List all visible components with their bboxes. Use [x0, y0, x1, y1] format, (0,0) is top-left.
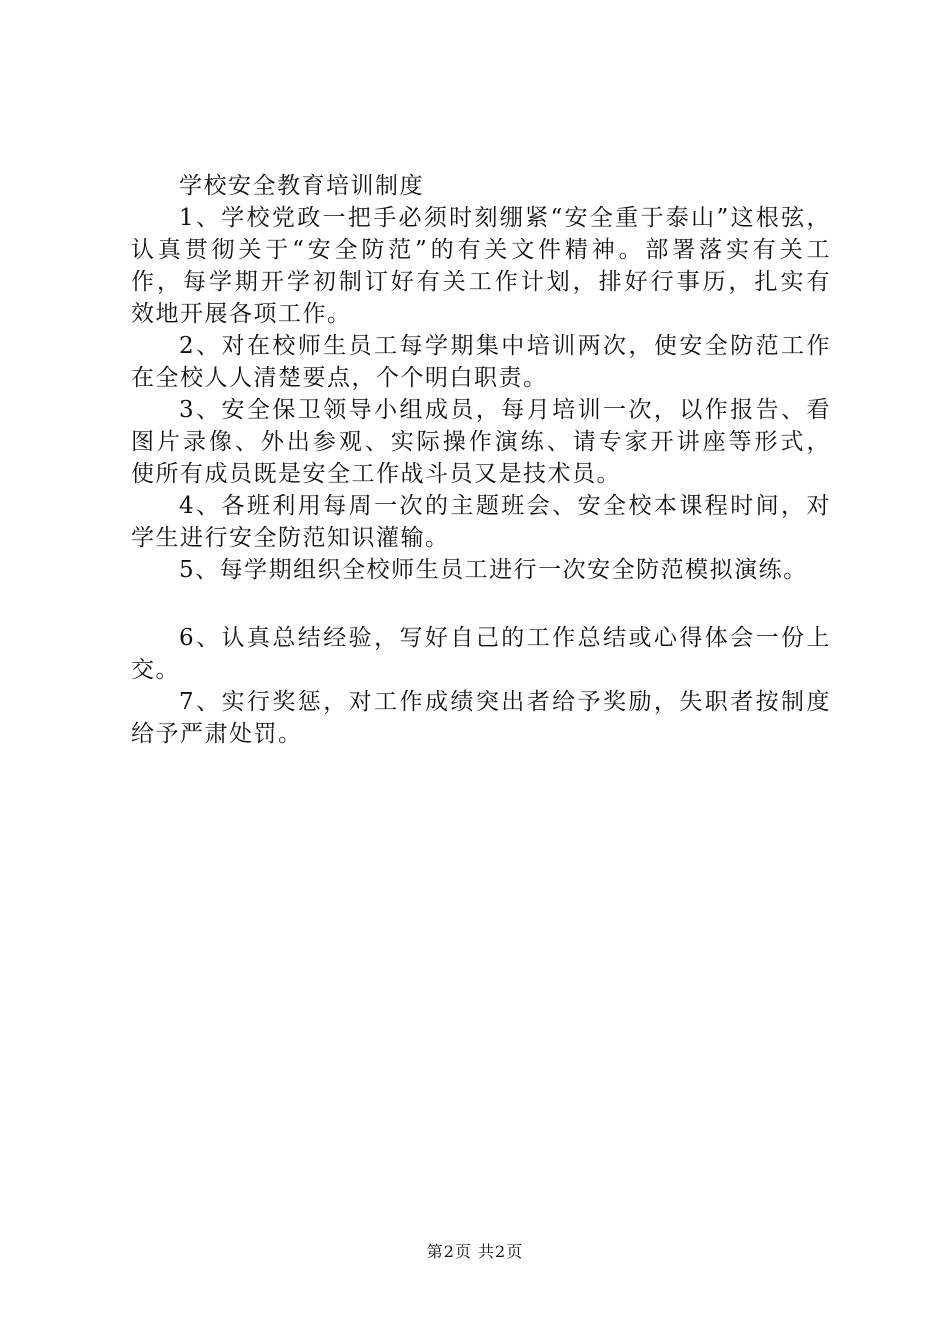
paragraph-2 — [131, 330, 831, 394]
paragraph-line: 给予严肃处罚。 — [131, 721, 303, 747]
paragraph-line: 在全校人人清楚要点，个个明白职责。 — [131, 365, 548, 391]
page-footer: 第2页 共2页 — [426, 1242, 524, 1261]
paragraph-5 — [131, 554, 831, 586]
paragraph-line: 3、安全保卫领导小组成员，每月培训一次，以作报告、看 — [179, 397, 831, 423]
paragraph-line: 学生进行安全防范知识灌输。 — [131, 525, 450, 551]
paragraph-line: 1、学校党政一把手必须时刻绷紧“安全重于泰山”这根弦， — [179, 205, 831, 231]
paragraph-line: 作，每学期开学初制订好有关工作计划，排好行事历，扎实有 — [131, 269, 831, 295]
document-body — [131, 170, 831, 750]
paragraph-line: 效地开展各项工作。 — [131, 301, 352, 327]
paragraph-line: 4、各班利用每周一次的主题班会、安全校本课程时间，对 — [179, 493, 831, 519]
paragraph-3 — [131, 394, 831, 490]
paragraph-line: 7、实行奖惩，对工作成绩突出者给予奖励，失职者按制度 — [179, 689, 831, 715]
blank-line — [131, 586, 831, 622]
paragraph-line: 认真贯彻关于“安全防范”的有关文件精神。部署落实有关工 — [131, 237, 831, 263]
paragraph-line: 6、认真总结经验，写好自己的工作总结或心得体会一份上 — [179, 625, 831, 651]
paragraph-line: 图片录像、外出参观、实际操作演练、请专家开讲座等形式， — [131, 429, 831, 455]
paragraph-line: 2、对在校师生员工每学期集中培训两次，使安全防范工作 — [179, 333, 831, 359]
paragraph-line: 使所有成员既是安全工作战斗员又是技术员。 — [131, 461, 621, 487]
paragraph-line: 5、每学期组织全校师生员工进行一次安全防范模拟演练。 — [179, 557, 808, 583]
paragraph-line: 交。 — [131, 657, 180, 683]
paragraph-6 — [131, 622, 831, 686]
paragraph-4 — [131, 490, 831, 554]
paragraph-7 — [131, 686, 831, 750]
document-title: 学校安全教育培训制度 — [179, 173, 424, 199]
paragraph-1 — [131, 202, 831, 330]
